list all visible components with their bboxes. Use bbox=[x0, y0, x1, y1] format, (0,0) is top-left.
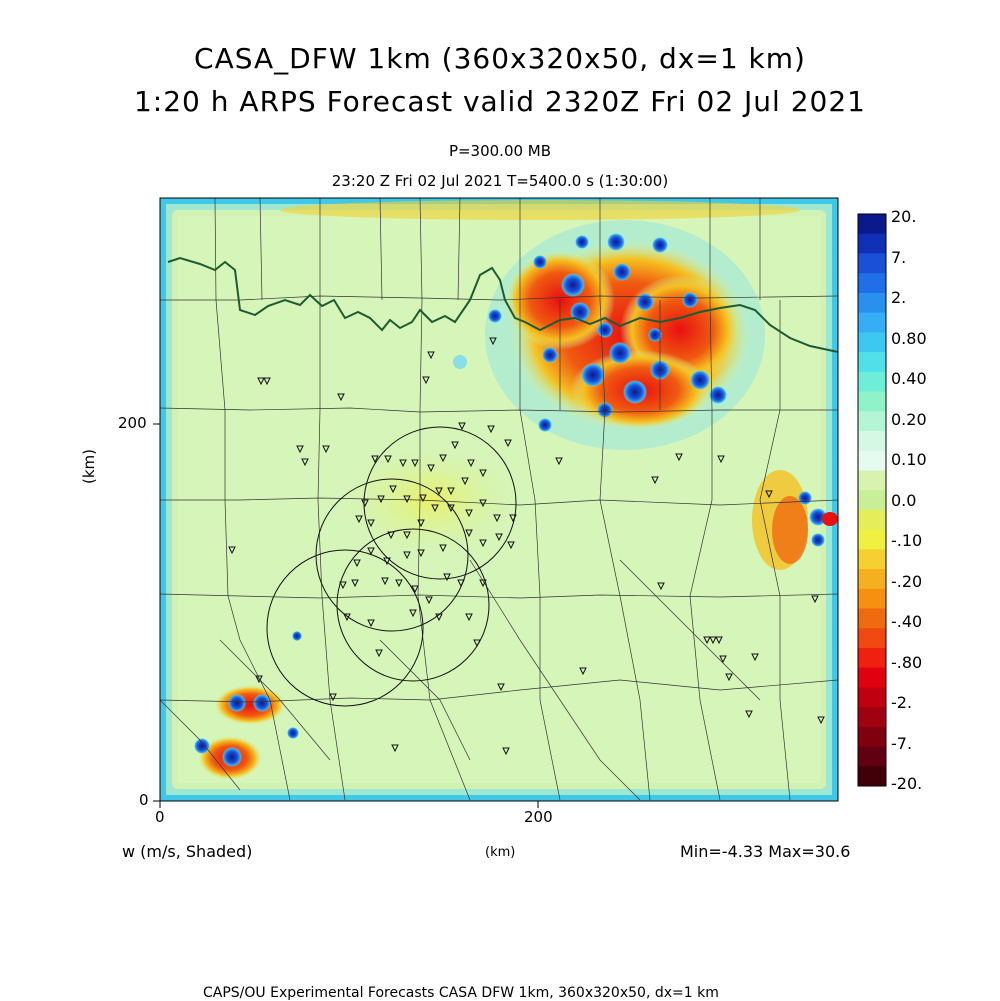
colorbar-swatch bbox=[858, 214, 886, 234]
colorbar-swatch bbox=[858, 313, 886, 333]
credit-line: CAPS/OU Experimental Forecasts CASA DFW 1km, 360x320x50, dx=1 km bbox=[203, 985, 719, 1001]
valid-time: 23:20 Z Fri 02 Jul 2021 T=5400.0 s (1:30:00) bbox=[331, 172, 669, 190]
colorbar-swatch bbox=[858, 628, 886, 648]
colorbar-swatch bbox=[858, 648, 886, 668]
min-max-label: Min=-4.33 Max=30.6 bbox=[680, 842, 851, 861]
colorbar-swatch bbox=[858, 392, 886, 412]
colorbar-swatch bbox=[858, 431, 886, 451]
colorbar-swatch bbox=[858, 530, 886, 550]
colorbar-label: 0.80 bbox=[891, 328, 927, 348]
colorbar-swatch bbox=[858, 253, 886, 273]
colorbar-swatch bbox=[858, 411, 886, 431]
colorbar-label: -.10 bbox=[891, 531, 923, 550]
colorbar-swatch bbox=[858, 569, 886, 589]
colorbar-swatch bbox=[858, 766, 886, 786]
figure-subtitle: 1:20 h ARPS Forecast valid 2320Z Fri 02 Jul 2021 bbox=[133, 85, 866, 118]
colorbar-label: 0.40 bbox=[891, 369, 927, 388]
colorbar-swatch bbox=[858, 332, 886, 352]
colorbar-swatch bbox=[858, 608, 886, 628]
colorbar-label: 2. bbox=[891, 288, 907, 307]
colorbar bbox=[858, 214, 886, 787]
colorbar-swatch bbox=[858, 727, 886, 747]
y-axis-label: (km) bbox=[80, 448, 98, 484]
colorbar-label: 20. bbox=[891, 207, 917, 226]
colorbar-swatch bbox=[858, 273, 886, 293]
y-tick-0: 0 bbox=[139, 791, 149, 809]
y-tick-200: 200 bbox=[118, 414, 147, 432]
colorbar-swatch bbox=[858, 451, 886, 471]
colorbar-label: 7. bbox=[891, 247, 907, 267]
colorbar-swatch bbox=[858, 668, 886, 688]
colorbar-label: 0.10 bbox=[891, 450, 927, 469]
colorbar-swatch bbox=[858, 707, 886, 727]
x-tick-0: 0 bbox=[155, 808, 165, 826]
x-axis-label: (km) bbox=[485, 845, 516, 860]
colorbar-swatch bbox=[858, 470, 886, 490]
pressure-level: P=300.00 MB bbox=[448, 142, 552, 160]
colorbar-swatch bbox=[858, 490, 886, 510]
colorbar-label: -20. bbox=[891, 774, 923, 793]
colorbar-label: -.20 bbox=[891, 571, 923, 591]
colorbar-label: -7. bbox=[891, 733, 913, 753]
figure-title: CASA_DFW 1km (360x320x50, dx=1 km) bbox=[194, 42, 806, 75]
colorbar-swatch bbox=[858, 234, 886, 254]
colorbar-swatch bbox=[858, 293, 886, 313]
colorbar-swatch bbox=[858, 747, 886, 767]
colorbar-label: -.40 bbox=[891, 612, 923, 631]
colorbar-swatch bbox=[858, 687, 886, 707]
colorbar-swatch bbox=[858, 510, 886, 530]
colorbar-label: -.80 bbox=[891, 652, 923, 672]
colorbar-label: 0.20 bbox=[891, 409, 927, 429]
colorbar-swatch bbox=[858, 352, 886, 372]
colorbar-swatch bbox=[858, 589, 886, 609]
colorbar-label: 0.0 bbox=[891, 490, 917, 510]
colorbar-label: -2. bbox=[891, 693, 913, 712]
colorbar-swatch bbox=[858, 549, 886, 569]
x-tick-200: 200 bbox=[524, 808, 553, 826]
colorbar-swatch bbox=[858, 372, 886, 392]
variable-label: w (m/s, Shaded) bbox=[122, 842, 253, 861]
